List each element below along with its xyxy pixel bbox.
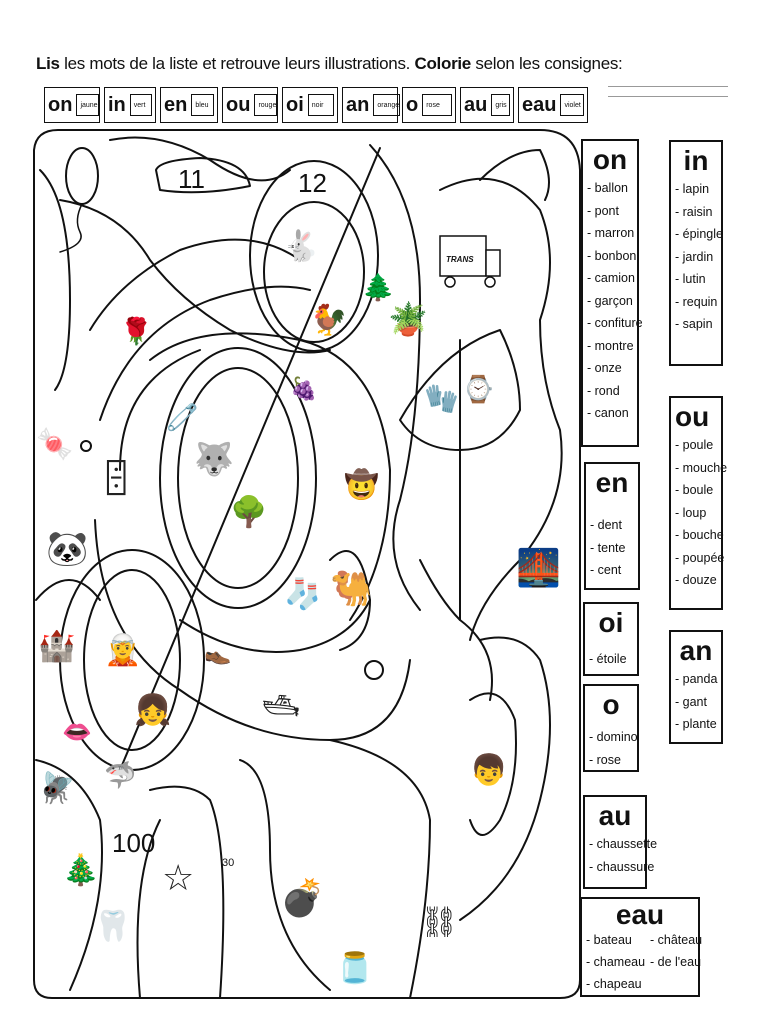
legend-an: an orange	[342, 87, 398, 123]
word-item: - bateau	[586, 929, 646, 951]
region-edge	[370, 145, 420, 610]
wolf-icon: 🐺	[194, 440, 234, 478]
word-item: - requin	[675, 291, 717, 314]
word-item: - de l'eau	[650, 951, 700, 973]
region-drop	[81, 441, 91, 451]
word-item: - loup	[675, 502, 717, 525]
word-item: - chapeau	[586, 973, 646, 995]
word-item: - dent	[590, 514, 634, 537]
word-item: - boule	[675, 479, 717, 502]
word-list-on	[581, 139, 643, 447]
word-list-sound: en	[595, 467, 629, 498]
shoe-icon: 👞	[204, 641, 232, 666]
boat-icon: 🛥	[262, 689, 301, 724]
fly-icon: 🪰	[38, 771, 76, 806]
legend-oi: oi noir	[282, 87, 338, 123]
hat-icon: 🤠	[344, 468, 379, 501]
tooth-icon: 🦷	[94, 909, 132, 944]
word-item: - montre	[587, 335, 633, 358]
word-item: - raisin	[675, 201, 717, 224]
word-item: - lutin	[675, 268, 717, 291]
word-list-an	[669, 630, 723, 744]
region-edge	[60, 200, 330, 353]
region-edge	[240, 760, 330, 990]
word-item: - rose	[589, 749, 633, 772]
word-list-sound: an	[679, 635, 713, 666]
word-list-sound: eau	[615, 899, 665, 930]
bridge-icon: 🌉	[516, 548, 561, 589]
doll-icon: 👧	[134, 693, 172, 728]
instruction-verb-read: Lis	[36, 54, 60, 73]
word-item: - canon	[587, 402, 633, 425]
number-30: 30	[222, 857, 235, 869]
word-item: - chameau	[586, 951, 646, 973]
word-list-o	[583, 684, 639, 772]
number-12: 12	[298, 168, 327, 198]
word-item: - étoile	[589, 648, 633, 671]
word-item: - domino	[589, 726, 633, 749]
instruction-part1: les mots de la liste et retrouve leurs illustrations.	[59, 54, 415, 73]
candy-icon: 🍬	[36, 427, 74, 462]
word-item: - sapin	[675, 313, 717, 336]
word-item: - confiture	[587, 312, 633, 335]
jam-jar-icon: 🫙	[336, 951, 374, 986]
balloon-string	[60, 204, 82, 252]
rabbit-icon: 🐇	[282, 229, 320, 264]
word-item: - tente	[590, 537, 634, 560]
region-edge	[480, 150, 549, 200]
garden-icon: 🌳	[230, 495, 268, 530]
word-item: - mouche	[675, 457, 717, 480]
word-list-sound: in	[683, 145, 709, 176]
word-item: - château	[650, 929, 700, 951]
word-list-sound: ou	[675, 401, 710, 432]
number-100: 100	[112, 828, 156, 858]
domino-icon: 🁫	[104, 461, 129, 496]
word-item: - marron	[587, 222, 633, 245]
word-list-au	[583, 795, 658, 889]
legend-on: on jaune	[44, 87, 100, 123]
word-item: - chaussette	[589, 833, 641, 856]
word-list-ou	[669, 396, 728, 610]
legend-au: au gris	[460, 87, 514, 123]
word-item: - bonbon	[587, 245, 633, 268]
word-item: - chaussure	[589, 856, 641, 879]
truck-icon	[440, 236, 500, 287]
mouth-icon: 👄	[62, 718, 92, 746]
instruction-verb-color: Colorie	[414, 54, 471, 73]
truck-label: TRANS	[446, 255, 474, 264]
legend-in: in vert	[104, 87, 156, 123]
plant-icon: 🪴	[388, 300, 428, 338]
word-item: - onze	[587, 357, 633, 380]
ball-ornament-icon: 🎄	[62, 853, 100, 888]
word-item: - bouche	[675, 524, 717, 547]
word-item: - gant	[675, 691, 717, 714]
castle-icon: 🏰	[38, 629, 76, 664]
region-small-circle	[365, 661, 383, 679]
word-item: - plante	[675, 713, 717, 736]
legend-ou: ou rouge	[222, 87, 278, 123]
legend-en: en bleu	[160, 87, 218, 123]
word-list-sound: oi	[598, 607, 624, 638]
camel-icon: 🐫	[330, 569, 373, 609]
word-item: - garçon	[587, 290, 633, 313]
instruction-part2: selon les consignes:	[470, 54, 623, 73]
region-edge	[36, 580, 100, 600]
word-item: - rond	[587, 380, 633, 403]
word-item: - douze	[675, 569, 717, 592]
word-item: - épingle	[675, 223, 717, 246]
word-list-sound: au	[598, 800, 632, 831]
word-item: - poupée	[675, 547, 717, 570]
cannon-icon: 💣	[280, 878, 325, 919]
glove-icon: 🧤	[424, 382, 459, 415]
shark-icon: 🦈	[104, 761, 137, 791]
word-item: - cent	[590, 559, 634, 582]
word-list-sound: o	[602, 689, 620, 720]
elf-icon: 🧝	[104, 633, 142, 668]
balloon-icon	[66, 148, 98, 204]
panda-icon: 🐼	[46, 529, 89, 569]
word-list-en	[584, 462, 640, 590]
region-edge	[100, 287, 310, 420]
number-11: 11	[178, 164, 205, 194]
region-edge	[420, 560, 492, 700]
rose-icon: 🌹	[120, 317, 153, 347]
fir-tree-icon: 🌲	[362, 273, 395, 303]
grapes-icon: 🍇	[290, 377, 318, 402]
hen-icon: 🐓	[310, 303, 348, 338]
sock-icon: 🧦	[284, 577, 322, 612]
word-item: - camion	[587, 267, 633, 290]
word-list-sound: on	[592, 144, 628, 175]
word-item: - jardin	[675, 246, 717, 269]
word-list-in	[669, 140, 723, 366]
word-item: - poule	[675, 434, 717, 457]
watch-icon: ⌚	[462, 375, 495, 405]
safety-pin-icon: 🧷	[166, 403, 199, 433]
word-item: - lapin	[675, 178, 717, 201]
legend-o: o rose	[402, 87, 456, 123]
word-list-oi	[583, 602, 639, 676]
region-edge	[40, 170, 70, 390]
region-centre-loop-inner	[178, 368, 298, 588]
legend-eau: eau violet	[518, 87, 588, 123]
boy-icon: 👦	[470, 753, 508, 788]
word-item: - panda	[675, 668, 717, 691]
word-item: - ballon	[587, 177, 633, 200]
word-list-eau	[580, 897, 703, 997]
star-icon: ☆	[162, 858, 195, 899]
chain-icon: ⛓	[420, 905, 459, 940]
word-item: - pont	[587, 200, 633, 223]
